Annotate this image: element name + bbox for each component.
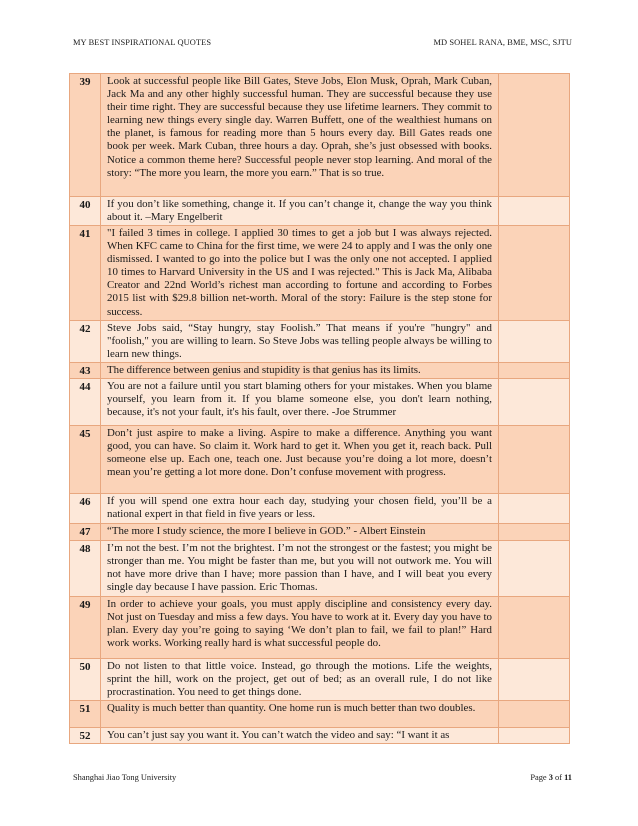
table-row: [70, 379, 570, 426]
page-number: [530, 773, 572, 782]
empty-cell: [499, 363, 570, 379]
table-row: [70, 226, 570, 321]
quote-number: 39: [70, 74, 101, 197]
quote-text: You are not a failure until you start blaming others for your mistakes. When you blame yourself, you learn from it. If you blame someone else, you don't learn nothing, because, it's not your fault, it's his fault, over there. -Joe Strummer: [101, 379, 499, 426]
quote-text: Quality is much better than quantity. One home run is much better than two doubles.: [101, 701, 499, 728]
quote-number: 49: [70, 597, 101, 659]
table-row: [70, 541, 570, 597]
table-row: [70, 597, 570, 659]
table-row: [70, 701, 570, 728]
quote-text: If you don’t like something, change it. If you can’t change it, change the way you think about it. –Mary Engelberit: [101, 197, 499, 226]
table-row: [70, 494, 570, 524]
quote-number: 50: [70, 659, 101, 701]
empty-cell: [499, 728, 570, 744]
table-row: [70, 363, 570, 379]
table-row: [70, 74, 570, 197]
quote-text: I’m not the best. I’m not the brightest. I’m not the strongest or the fastest; you might be stronger than me. You might be faster than me, but you will not outwork me. You will not have more drive than I have; more passion than I have, and I will beat you every single day because I have passion. Eric Thomas.: [101, 541, 499, 597]
quote-number: 40: [70, 197, 101, 226]
quote-number: 42: [70, 321, 101, 363]
header-author: MD SOHEL RANA, BME, MSC, SJTU: [433, 38, 572, 47]
quote-text: If you will spend one extra hour each day, studying your chosen field, you’ll be a national expert in that field in five years or less.: [101, 494, 499, 524]
quote-number: 51: [70, 701, 101, 728]
quote-text: Steve Jobs said, “Stay hungry, stay Foolish.” That means if you're "hungry" and "foolish," you are willing to learn. So Steve Jobs was telling people always be willing to learn new things.: [101, 321, 499, 363]
page-total: 11: [564, 773, 572, 782]
quote-number: 52: [70, 728, 101, 744]
quote-text: In order to achieve your goals, you must apply discipline and consistency every day. Not just on Tuesday and miss a few days. You have to work at it. Every day you have to plan. Every day you’re going to saying ‘We don’t plan to fail, we fail to plan!” Hard work works. Working really hard is what successful people do.: [101, 597, 499, 659]
quote-text: “The more I study science, the more I believe in GOD.” - Albert Einstein: [101, 524, 499, 541]
quote-number: 48: [70, 541, 101, 597]
page-separator: of: [552, 773, 565, 782]
quote-text: You can’t just say you want it. You can’t watch the video and say: “I want it as: [101, 728, 499, 744]
empty-cell: [499, 226, 570, 321]
quote-number: 47: [70, 524, 101, 541]
quote-number: 44: [70, 379, 101, 426]
header-title: MY BEST INSPIRATIONAL QUOTES: [73, 38, 212, 47]
quote-number: 46: [70, 494, 101, 524]
quote-text: Look at successful people like Bill Gates, Steve Jobs, Elon Musk, Oprah, Mark Cuban, Jack Ma and any other highly successful human. They are successful because they use their time right. They are successful because they use lifetime learners. They commit to learning new things every single day. Warren Buffett, one of the wealthiest humans on the planet, is famous for reading more than 5 hours every day. Bill Gates reads one book per week. Mark Cuban, three hours a day. Oprah, she’s just obsessed with books. Notice a common theme here? Successful people never stop learning. And moral of the story: “The more you learn, the more you earn.” That is so true.: [101, 74, 499, 197]
empty-cell: [499, 379, 570, 426]
table-row: [70, 659, 570, 701]
table-row: [70, 426, 570, 494]
quote-text: Don’t just aspire to make a living. Aspire to make a difference. Anything you want good, you can have. So claim it. Work hard to get it. When you get it, reach back. Pull someone else up. Each one, teach one. Just because you’re doing a lot more, doesn’t mean you’re getting a lot more done. Don’t confuse movement with progress.: [101, 426, 499, 494]
empty-cell: [499, 426, 570, 494]
empty-cell: [499, 197, 570, 226]
quote-number: 43: [70, 363, 101, 379]
empty-cell: [499, 597, 570, 659]
quote-text: The difference between genius and stupidity is that genius has its limits.: [101, 363, 499, 379]
empty-cell: [499, 74, 570, 197]
empty-cell: [499, 541, 570, 597]
table-row: [70, 321, 570, 363]
footer-university: Shanghai Jiao Tong University: [73, 773, 177, 782]
quotes-table: [69, 73, 570, 744]
empty-cell: [499, 659, 570, 701]
empty-cell: [499, 494, 570, 524]
table-row: [70, 524, 570, 541]
page-current: 3: [548, 773, 553, 782]
table-row: [70, 197, 570, 226]
quote-text: Do not listen to that little voice. Instead, go through the motions. Life the weights, sprint the hill, work on the project, get out of bed; as an overall rule, I do not like procrastination. You need to get things done.: [101, 659, 499, 701]
quote-number: 45: [70, 426, 101, 494]
table-row: [70, 728, 570, 744]
page-prefix: Page: [530, 773, 549, 782]
quote-text: "I failed 3 times in college. I applied 30 times to get a job but I was always rejected. When KFC came to China for the first time, we were 24 to apply and I was the only one dismissed. I wanted to go into the police but I was the only one not accepted. I applied 10 times to Harvard University in the US and I was rejected." This is Jack Ma, Alibaba Creator and 22nd World’s richest man according to fortune and according to Forbes 2015 list with $29.8 billion net-worth. Moral of the story: Failure is the step stone for success.: [101, 226, 499, 321]
empty-cell: [499, 524, 570, 541]
empty-cell: [499, 321, 570, 363]
empty-cell: [499, 701, 570, 728]
quote-number: 41: [70, 226, 101, 321]
